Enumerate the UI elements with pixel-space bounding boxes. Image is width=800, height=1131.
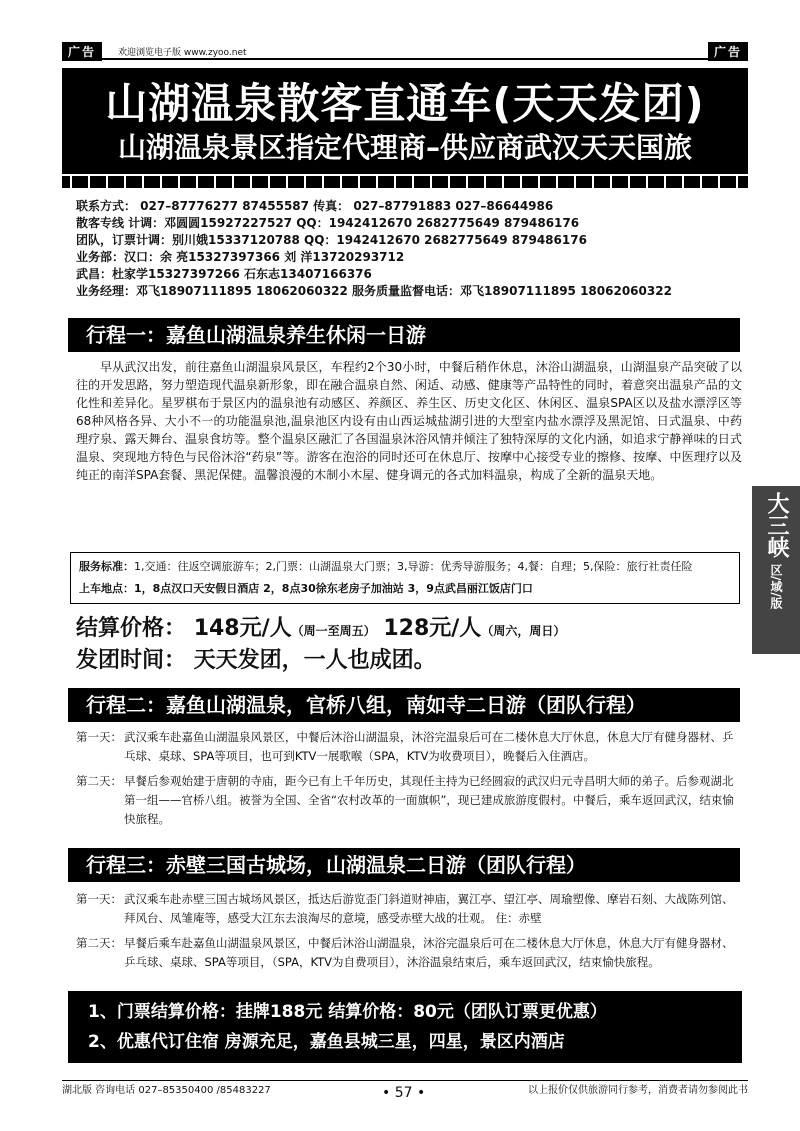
footer-left: 湖北版 咨询电话 027–85350400 /85483227 bbox=[62, 1085, 271, 1096]
page-number: • 57 • bbox=[382, 1085, 426, 1101]
price-weekend: 128元/人 bbox=[383, 616, 482, 641]
trip2-day1 bbox=[76, 728, 744, 766]
trip3-heading: 行程三：赤壁三国古城场，山湖温泉二日游（团队行程） bbox=[68, 848, 740, 882]
price-label: 结算价格： bbox=[76, 616, 187, 641]
day-label: 第二天： bbox=[76, 774, 122, 788]
welcome-text: 欢迎浏览电子版 www.zyoo.net bbox=[118, 48, 247, 58]
footer bbox=[62, 1080, 748, 1101]
ad-tag-right: 广告 bbox=[708, 42, 748, 61]
hero-subtitle: 山湖温泉景区指定代理商–供应商武汉天天国旅 bbox=[117, 131, 692, 164]
contact-info bbox=[76, 198, 756, 300]
contact-line: 武昌：杜家学15327397266 石东志13407166376 bbox=[76, 267, 372, 281]
side-tab bbox=[752, 486, 800, 654]
boarding-text: 1，8点汉口天安假日酒店 2，8点30徐东老房子加油站 3，9点武昌丽江饭店门口 bbox=[134, 582, 533, 595]
trip3-day1 bbox=[76, 890, 744, 928]
side-tab-title: 大三峡 bbox=[764, 492, 789, 558]
service-box bbox=[70, 552, 740, 604]
top-bar bbox=[62, 44, 748, 60]
day-label: 第一天： bbox=[76, 892, 122, 906]
trip2-heading: 行程二：嘉鱼山湖温泉，官桥八组，南如寺二日游（团队行程） bbox=[68, 688, 740, 722]
day-label: 第二天： bbox=[76, 936, 122, 950]
day-text: 早餐后参观始建于唐朝的寺庙，距今已有上千年历史，其现任主持为已经圆寂的武汉归元寺昌明大师的弟子。后参观湖北第一组——官桥八组。被誉为全国、全省“农村改革的一面旗帜”，现已建成旅游度假村。中餐后，乘车返回武汉，结束愉快旅程。 bbox=[124, 774, 734, 826]
day-text: 武汉乘车赴嘉鱼山湖温泉风景区，中餐后沐浴山湖温泉，沐浴完温泉后可在二楼休息大厅休息，休息大厅有健身器材、乒乓球、桌球、SPA等项目，也可到KTV一展歌喉（SPA，KTV为收费项目），晚餐后入住酒店。 bbox=[124, 730, 734, 763]
price-weekday-note: （周一至周五） bbox=[291, 624, 376, 638]
price-weekend-note: （周六，周日） bbox=[481, 624, 566, 638]
price-block bbox=[76, 614, 565, 676]
service-label: 服务标准： bbox=[79, 560, 134, 573]
service-text: 1,交通：往返空调旅游车；2,门票：山湖温泉大门票；3,导游：优秀导游服务；4,餐：自理；5,保险：旅行社责任险 bbox=[134, 560, 693, 573]
depart-time: 发团时间： 天天发团，一人也成团。 bbox=[76, 648, 436, 673]
decorative-border bbox=[62, 174, 748, 188]
footer-right: 以上报价仅供旅游同行参考，消费者请勿参阅此书 bbox=[528, 1085, 748, 1096]
trip3-day2 bbox=[76, 934, 744, 972]
trip1-heading: 行程一：嘉鱼山湖温泉养生休闲一日游 bbox=[68, 318, 740, 352]
hero-banner bbox=[62, 68, 748, 188]
day-text: 武汉乘车赴赤壁三国古城场风景区，抵达后游览歪门斜道财神庙，翼江亭、望江亭、周瑜塑像、摩岩石刻、大战陈列馆、拜风台、凤雏庵等，感受大江东去浪淘尽的意境，感受赤壁大战的壮观。 住：赤壁 bbox=[124, 892, 734, 925]
price-weekday: 148元/人 bbox=[193, 616, 292, 641]
day-text: 早餐后乘车赴嘉鱼山湖温泉风景区，中餐后沐浴山湖温泉，沐浴完温泉后可在二楼休息大厅休息，休息大厅有健身器材、乒乓球、桌球、SPA等项目，（SPA，KTV为自费项目），沐浴温泉结束后，乘车返回武汉，结束愉快旅程。 bbox=[124, 936, 734, 969]
day-label: 第一天： bbox=[76, 730, 122, 744]
hero-title: 山湖温泉散客直通车(天天发团) bbox=[105, 79, 705, 128]
trip2-day2 bbox=[76, 772, 744, 829]
contact-line: 业务经理：邓飞18907111895 18062060322 服务质量监督电话：邓飞18907111895 18062060322 bbox=[76, 284, 672, 298]
promo-line-2: 2、优惠代订住宿 房源充足，嘉鱼县城三星，四星，景区内酒店 bbox=[88, 1032, 565, 1052]
promo-line-1: 1、门票结算价格：挂牌188元 结算价格：80元（团队订票更优惠） bbox=[88, 1002, 607, 1022]
side-tab-sub: 区/域/版 bbox=[769, 564, 783, 609]
boarding-label: 上车地点： bbox=[79, 582, 134, 595]
contact-line: 团队，订票计调：别川娥15337120788 QQ：1942412670 2682775649 879486176 bbox=[76, 233, 587, 247]
contact-line: 散客专线 计调：邓圆圆15927227527 QQ：1942412670 2682775649 879486176 bbox=[76, 216, 580, 230]
contact-line: 联系方式： 027–87776277 87455587 传真： 027–87791883 027–86644986 bbox=[76, 199, 554, 213]
ad-tag-left: 广告 bbox=[62, 42, 102, 61]
contact-line: 业务部：汉口：余 亮15327397366 刘 洋13720293712 bbox=[76, 250, 405, 264]
promo-box bbox=[68, 991, 742, 1063]
trip1-body: 早从武汉出发，前往嘉鱼山湖温泉风景区，车程约2个30小时，中餐后稍作休息，沐浴山湖温泉，山湖温泉产品突破了以往的开发思路，努力塑造现代温泉新形象，即在融合温泉自然、闲适、动感、健康等产品特性的同时，着意突出温泉产品的文化性和差异化。星罗棋布于景区内的温泉池有动感区、养颜区、养生区、历史文化区、休闲区、温泉SPA区以及盐水漂浮区等68种风格各异、大小不一的功能温泉池,温泉池区内设有由山西运城盐湖引进的大型室内盐水漂浮及黑泥馆、日式温泉、中药理疗泉、露天舞台、温泉食坊等。整个温泉区融汇了各国温泉沐浴风情并倾注了独特深厚的文化内涵，如追求宁静禅味的日式温泉、突现地方特色与民俗沐浴“药泉”等。游客在泡浴的同时还可在休息厅、按摩中心接受专业的擦修、按摩、中医理疗以及纯正的南洋SPA套餐、黑泥保健。温馨浪漫的木制小木屋、健身调元的各式加料温泉，构成了全新的温泉天地。 bbox=[76, 360, 742, 482]
